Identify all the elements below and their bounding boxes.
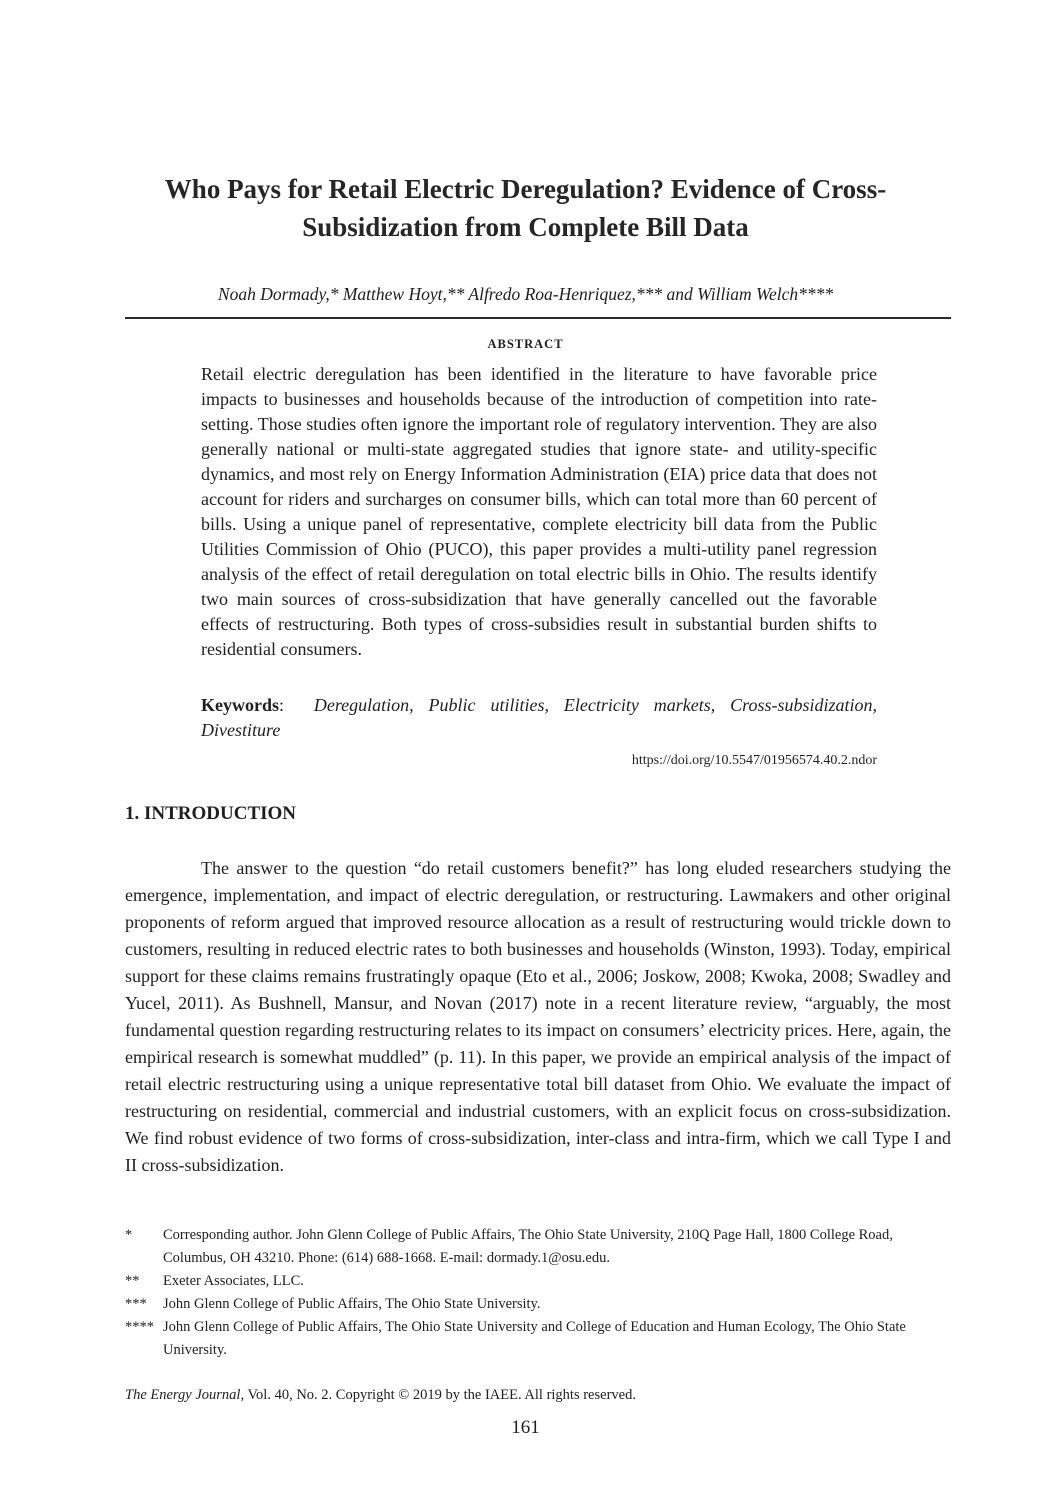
footnote-mark: * [125,1227,133,1243]
abstract-text: Retail electric deregulation has been identified in the literature to have favorable price impacts to businesses and households because of the introduction of competition into rate-setting. Those studies often ignore the important role of regulatory intervention. They are also generally national or multi-state aggregated studies that ignore state- and utility-specific dynamics, and most rely on Energy Information Administration (EIA) price data that does not account for riders and surcharges on consumer bills, which can total more than 60 percent of bills. Using a unique panel of representative, complete electricity bill data from the Public Utilities Commission of Ohio (PUCO), this paper provides a multi-utility panel regression analysis of the effect of retail deregulation on total electric bills in Ohio. The results identify two main sources of cross-subsidization that have generally cancelled out the favorable effects of restructuring. Both types of cross-subsidies result in substantial burden shifts to residential consumers. [201,364,877,659]
keywords-values: Deregulation, Public utilities, Electricity markets, Cross-subsidization, Divestiture [201,695,877,740]
footnotes [125,1224,951,1362]
paper-title: Who Pays for Retail Electric Deregulation? Evidence of Cross-Subsidization from Complete Bill Data [164,174,887,242]
author-list: Noah Dormady,* Matthew Hoyt,** Alfredo Roa-Henriquez,*** and William Welch**** [217,284,834,304]
abstract-heading: ABSTRACT [487,337,564,351]
footnote-text: John Glenn College of Public Affairs, The Ohio State University. [163,1296,541,1312]
title-divider [125,317,951,319]
footnote-text: Exeter Associates, LLC. [163,1273,304,1289]
keywords-line: Keywords: Deregulation, Public utilities, Electricity markets, Cross-subsidization, Divestiture [201,695,877,740]
footnote [125,1224,951,1270]
journal-citation [125,1385,636,1405]
footnote [125,1270,951,1293]
footnote-text: Corresponding author. John Glenn College of Public Affairs, The Ohio State University, 210Q Page Hall, 1800 College Road, Columbus, OH 43210. Phone: (614) 688-1668. E-mail: dormady.1@osu.edu. [163,1227,893,1266]
footnote [125,1316,951,1362]
copyright-text: , Vol. 40, No. 2. Copyright © 2019 by the IAEE. All rights reserved. [240,1387,636,1403]
footnote [125,1293,951,1316]
section-heading-introduction: 1. INTRODUCTION [125,803,297,824]
keywords-label: Keywords [201,695,279,715]
introduction-paragraph: The answer to the question “do retail customers benefit?” has long eluded researchers studying the emergence, implementation, and impact of electric deregulation, or restructuring. Lawmakers and other original proponents of reform argued that improved resource allocation as a result of restructuring would trickle down to customers, resulting in reduced electric rates to both businesses and households (Winston, 1993). Today, empirical support for these claims remains frustratingly opaque (Eto et al., 2006; Joskow, 2008; Kwoka, 2008; Swadley and Yucel, 2011). As Bushnell, Mansur, and Novan (2017) note in a recent literature review, “arguably, the most fundamental question regarding restructuring relates to its impact on consumers’ electricity prices. Here, again, the empirical research is somewhat muddled” (p. 11). In this paper, we provide an empirical analysis of the impact of retail electric restructuring using a unique representative total bill dataset from Ohio. We evaluate the impact of restructuring on residential, commercial and industrial customers, with an explicit focus on cross-subsidization. We find robust evidence of two forms of cross-subsidization, inter-class and intra-firm, which we call Type I and II cross-subsidization. [125,858,951,1175]
footnote-mark: ** [125,1273,140,1289]
footnote-text: John Glenn College of Public Affairs, The Ohio State University and College of Education and Human Ecology, The Ohio State University. [163,1319,906,1358]
page-number: 161 [511,1417,540,1438]
doi-link[interactable]: https://doi.org/10.5547/01956574.40.2.ndor [631,753,877,768]
footnote-mark: **** [125,1319,154,1335]
footnote-mark: *** [125,1296,147,1312]
journal-name: The Energy Journal [125,1387,241,1403]
